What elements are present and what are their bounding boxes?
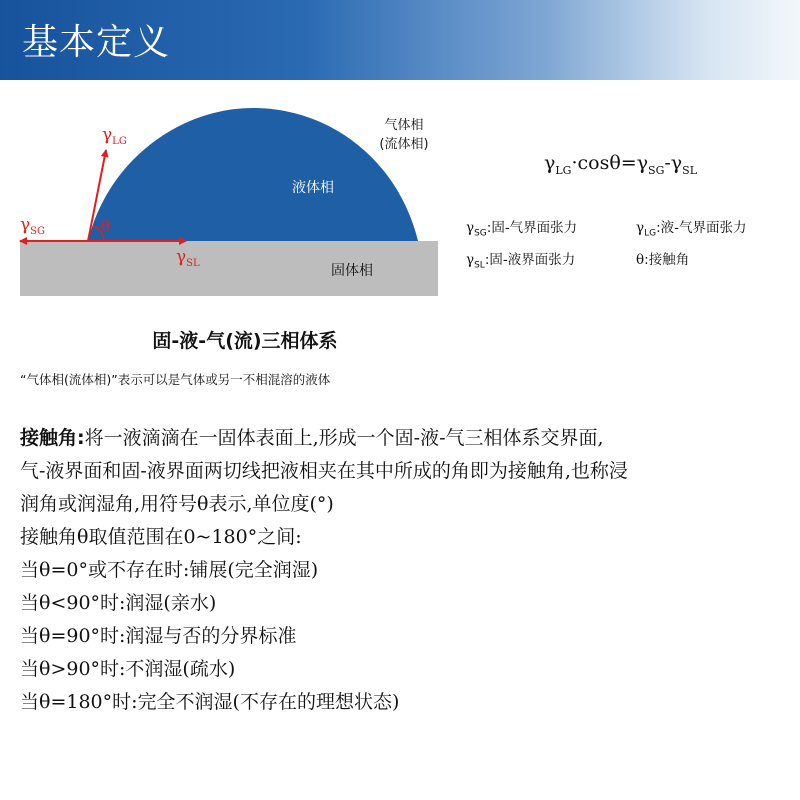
young-equation: $\gamma_{LG}\cdot\cos\theta=\gamma_{SG}-\gamma_{SL}$ — [544, 152, 697, 177]
page-title: 基本定义 — [22, 22, 171, 63]
legend-sl: $\gamma_{SL}$:固-液界面张力 — [466, 252, 576, 271]
case-line: 当θ<90°时:润湿(亲水) — [20, 592, 217, 614]
diagram-note: “气体相(流体相)”表示可以是气体或另一不相混溶的液体 — [20, 372, 331, 387]
solid-phase — [20, 241, 438, 296]
lg-gamma-label: $\gamma_{LG}$ — [102, 125, 127, 147]
header-bar — [0, 0, 800, 80]
case-line: 当θ=90°时:润湿与否的分界标准 — [20, 625, 297, 647]
legend-sg: $\gamma_{SG}$:固-气界面张力 — [466, 220, 578, 239]
definition-line: 气-液界面和固-液界面两切线把液相夹在其中所成的角即为接触角,也称浸 — [20, 460, 628, 482]
definition-line: 接触角:将一液滴滴在一固体表面上,形成一个固-液-气三相体系交界面, — [20, 427, 604, 449]
contact-angle-diagram — [0, 80, 470, 320]
sg-gamma-label: $\gamma_{SG}$ — [20, 215, 46, 237]
sl-gamma-label: $\gamma_{SL}$ — [176, 247, 200, 269]
gas-phase-sublabel: (流体相) — [379, 137, 429, 152]
theta-label: θ — [101, 217, 111, 235]
definition-line: 润角或润湿角,用符号θ表示,单位度(°) — [20, 493, 334, 515]
definition-text — [20, 422, 790, 719]
range-line: 接触角θ取值范围在0~180°之间: — [20, 526, 302, 548]
legend-lg: $\gamma_{LG}$:液-气界面张力 — [636, 220, 747, 239]
case-line: 当θ=0°或不存在时:铺展(完全润湿) — [20, 559, 319, 581]
gas-phase-label: 气体相 — [384, 118, 424, 133]
term-label: 接触角: — [20, 427, 85, 449]
liquid-phase-label: 液体相 — [292, 180, 334, 196]
liquid-droplet — [88, 108, 418, 241]
solid-phase-label: 固体相 — [331, 263, 373, 279]
case-line: 当θ=180°时:完全不润湿(不存在的理想状态) — [20, 691, 400, 713]
case-line: 当θ>90°时:不润湿(疏水) — [20, 658, 236, 680]
legend-theta: θ:接触角 — [636, 252, 690, 268]
diagram-caption: 固-液-气(流)三相体系 — [152, 330, 338, 352]
